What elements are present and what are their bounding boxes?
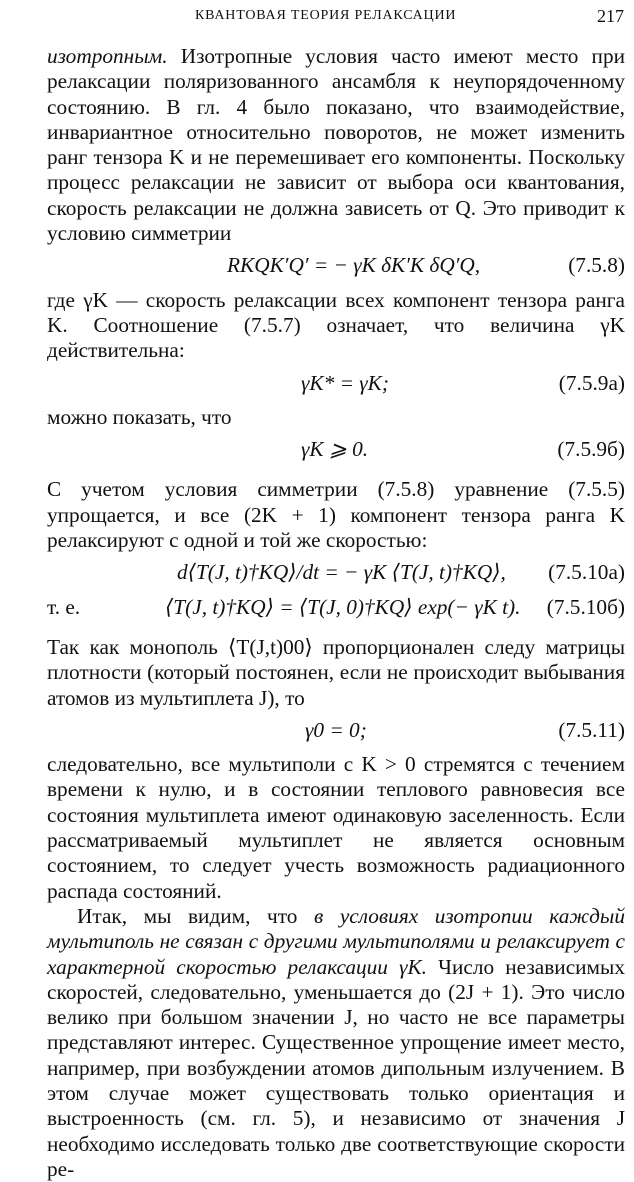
paragraph-7-text-b: Число независимых скоростей, следовательно, уменьшается до (2J + 1). Это число велико при большом значении J, но часто не все параметры представляют интерес. Существенное упрощение имеет место, например, при возбуждении атомов дипольным излучением. В этом случае может существовать только ориентация и выстроенность (см. гл. 5), и независимо от значения J необходимо исследовать только две соответствующие скорости ре-: [47, 954, 625, 1181]
equation-7-5-10a-number: (7.5.10а): [548, 560, 625, 585]
equation-7-5-11: [47, 718, 625, 743]
equation-7-5-10b: [47, 595, 625, 620]
equation-7-5-10a-formula: d⟨T(J, t)†KQ⟩/dt = − γK ⟨T(J, t)†KQ⟩,: [177, 560, 506, 585]
paragraph-7-emphasis: в условиях изотропии каждый мультиполь не связан с другими мультиполями и релаксирует с характерной скоростью релаксации γK.: [47, 903, 625, 979]
equation-7-5-11-number: (7.5.11): [558, 717, 625, 742]
paragraph-6: следовательно, все мультиполи с K > 0 стремятся с течением времени к нулю, и в состоянии теплового равновесия все состояния мультиплета имеют одинаковую заселенность. Если рассматриваемый мультиплет не является основным состоянием, то следует учесть возможность радиационного распада состояний.: [47, 752, 625, 903]
running-head: КВАНТОВАЯ ТЕОРИЯ РЕЛАКСАЦИИ: [195, 8, 457, 23]
equation-7-5-10b-lead: т. е.: [47, 594, 81, 619]
paragraph-1: [47, 44, 625, 246]
equation-7-5-8-formula: RKQK′Q′ = − γK δK′K δQ′Q,: [227, 253, 481, 278]
paragraph-4: С учетом условия симметрии (7.5.8) уравнение (7.5.5) упрощается, и все (2K + 1) компонент тензора ранга K релаксируют с одной и той же скоростью:: [47, 477, 625, 553]
equation-7-5-9b-number: (7.5.9б): [557, 437, 625, 462]
paragraph-7-text-a: Итак, мы видим, что: [77, 903, 315, 928]
equation-7-5-9a-formula: γK* = γK;: [301, 370, 389, 395]
equation-7-5-8-number: (7.5.8): [568, 253, 625, 278]
equation-7-5-9b: [47, 437, 625, 462]
equation-7-5-10b-number: (7.5.10б): [546, 594, 625, 619]
paragraph-5: Так как монополь ⟨T(J,t)00⟩ пропорционален следу матрицы плотности (который постоянен, если не происходит выбывания атомов из мультиплета J), то: [47, 634, 625, 710]
equation-7-5-9a-number: (7.5.9а): [558, 370, 625, 395]
paragraph-2: где γK — скорость релаксации всех компонент тензора ранга K. Соотношение (7.5.7) означает, что величина γK действительна:: [47, 287, 625, 363]
paragraph-3: можно показать, что: [47, 404, 232, 429]
equation-7-5-11-formula: γ0 = 0;: [305, 717, 367, 742]
paragraph-1-emphasis: изотропным.: [47, 44, 168, 68]
page-body: [47, 44, 625, 1182]
equation-7-5-10a: [47, 560, 625, 585]
paragraph-1-text: Изотропные условия часто имеют место при релаксации поляризованного ансамбля к неупорядоченному состоянию. В гл. 4 было показано, что взаимодействие, инвариантное относительно поворотов, не может изменить ранг тензора K и не перемешивает его компоненты. Поскольку процесс релаксации не зависит от выбора оси квантования, скорость релаксации не должна зависеть от Q. Это приводит к условию симметрии: [47, 44, 625, 246]
equation-7-5-9b-formula: γK ⩾ 0.: [301, 437, 369, 462]
page-number: 217: [597, 6, 624, 26]
equation-7-5-8: [47, 253, 625, 278]
paragraph-7: [47, 904, 625, 1182]
equation-7-5-10b-formula: ⟨T(J, t)†KQ⟩ = ⟨T(J, 0)†KQ⟩ exp(− γK t).: [165, 594, 521, 619]
page-header: [0, 6, 634, 32]
equation-7-5-9a: [47, 371, 625, 396]
